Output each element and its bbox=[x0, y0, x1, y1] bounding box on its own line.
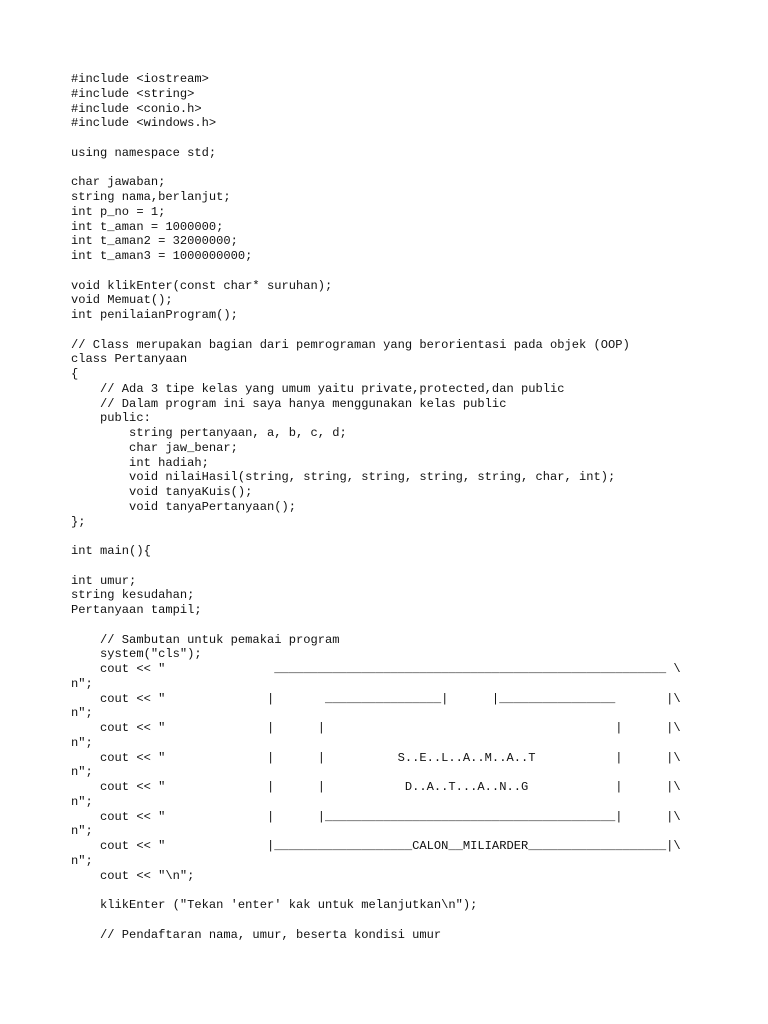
code-line: cout << " | | | |\ bbox=[71, 721, 681, 735]
code-line: void Memuat(); bbox=[71, 293, 173, 308]
code-line: void tanyaPertanyaan(); bbox=[71, 499, 296, 514]
code-line bbox=[71, 529, 681, 544]
code-line bbox=[71, 131, 681, 146]
code-line: char jawaban; bbox=[71, 175, 166, 190]
code-line: n"; bbox=[71, 676, 93, 691]
code-line: system("cls"); bbox=[71, 647, 202, 662]
code-line: // Ada 3 tipe kelas yang umum yaitu private,protected,dan public bbox=[71, 381, 565, 396]
code-line: int main(){ bbox=[71, 544, 151, 558]
code-line: n"; bbox=[71, 735, 93, 750]
code-line: cout << " | |________________________________________| |\ bbox=[71, 809, 681, 824]
code-line: n"; bbox=[71, 853, 93, 868]
code-line: string nama,berlanjut; bbox=[71, 190, 231, 204]
code-line bbox=[71, 913, 681, 928]
code-line bbox=[71, 161, 681, 176]
code-line: Pertanyaan tampil; bbox=[71, 603, 202, 617]
code-line: using namespace std; bbox=[71, 145, 217, 160]
code-line: #include <string> bbox=[71, 86, 195, 101]
code-line: int hadiah; bbox=[71, 455, 209, 470]
code-line: }; bbox=[71, 514, 86, 529]
code-line: // Pendaftaran nama, umur, beserta kondisi umur bbox=[71, 927, 442, 942]
code-line: cout << " | | S..E..L..A..M..A..T | |\ bbox=[71, 750, 681, 765]
code-line: cout << " ______________________________________________________ \ bbox=[71, 662, 681, 676]
code-line: cout << " | ________________| |________________ |\ bbox=[71, 691, 681, 706]
code-line: // Sambutan untuk pemakai program bbox=[71, 632, 340, 647]
code-line: string pertanyaan, a, b, c, d; bbox=[71, 426, 347, 440]
code-line: int umur; bbox=[71, 573, 137, 588]
code-line: int t_aman3 = 1000000000; bbox=[71, 249, 253, 263]
code-line: n"; bbox=[71, 794, 93, 809]
code-line: class Pertanyaan bbox=[71, 352, 188, 367]
code-line: #include <conio.h> bbox=[71, 101, 202, 116]
code-line: int penilaianProgram(); bbox=[71, 308, 238, 322]
code-line: cout << " |___________________CALON__MILIARDER___________________|\ bbox=[71, 839, 681, 853]
code-line bbox=[71, 323, 681, 338]
code-line: klikEnter ("Tekan 'enter' kak untuk melanjutkan\n"); bbox=[71, 898, 478, 912]
code-line: n"; bbox=[71, 765, 93, 780]
code-line: #include <windows.h> bbox=[71, 116, 217, 131]
code-line: string kesudahan; bbox=[71, 588, 195, 603]
code-line: void tanyaKuis(); bbox=[71, 485, 253, 499]
code-line: char jaw_benar; bbox=[71, 440, 238, 455]
code-line: cout << " | | D..A..T...A..N..G | |\ bbox=[71, 780, 681, 794]
code-line: { bbox=[71, 367, 79, 381]
code-line: int t_aman = 1000000; bbox=[71, 219, 224, 234]
code-line bbox=[71, 559, 681, 574]
code-line: int p_no = 1; bbox=[71, 204, 166, 219]
code-line bbox=[71, 264, 681, 279]
code-line: n"; bbox=[71, 824, 93, 839]
code-line: // Class merupakan bagian dari pemrograman yang berorientasi pada objek (OOP) bbox=[71, 337, 630, 352]
code-line: void klikEnter(const char* suruhan); bbox=[71, 278, 333, 293]
code-line: n"; bbox=[71, 706, 93, 721]
code-line bbox=[71, 883, 681, 898]
code-line: public: bbox=[71, 411, 151, 426]
code-line: int t_aman2 = 32000000; bbox=[71, 234, 238, 249]
code-line: void nilaiHasil(string, string, string, string, string, char, int); bbox=[71, 470, 616, 485]
code-line: #include <iostream> bbox=[71, 72, 209, 86]
code-line: // Dalam program ini saya hanya menggunakan kelas public bbox=[71, 396, 507, 411]
code-line: cout << "\n"; bbox=[71, 868, 195, 883]
source-code-listing bbox=[71, 72, 681, 942]
code-line bbox=[71, 618, 681, 633]
